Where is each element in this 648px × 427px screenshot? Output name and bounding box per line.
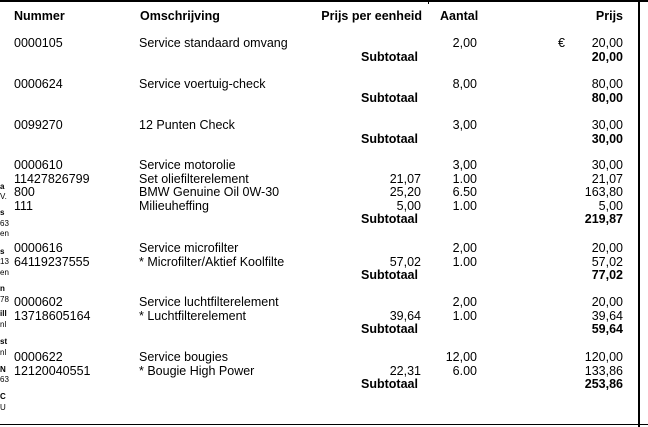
cell-aantal: 3,00	[452, 118, 477, 132]
cell-aantal: 1.00	[452, 171, 477, 186]
margin-fragment: nl	[0, 320, 7, 329]
subtotal-value: 59,64	[591, 322, 623, 337]
cell-aantal: 2,00	[452, 295, 477, 309]
cell-prijs: 39,64	[591, 308, 623, 323]
cell-omschrijving: Milieuheffing	[139, 198, 209, 213]
cell-prijs: 21,07	[591, 171, 623, 186]
subtotal-label: Subtotaal	[361, 131, 418, 146]
header-nummer: Nummer	[14, 9, 65, 23]
cell-nummer: 13718605164	[14, 308, 91, 323]
cell-aantal: 3,00	[452, 158, 477, 172]
cell-prijs-per-eenheid: 39,64	[389, 308, 421, 323]
margin-fragment: 63	[0, 219, 9, 228]
cell-omschrijving: Service standaard omvang	[139, 36, 288, 50]
subtotal-label: Subtotaal	[361, 49, 418, 64]
cell-aantal: 8,00	[452, 77, 477, 91]
margin-fragment: U	[0, 403, 6, 412]
cell-nummer: 0099270	[14, 118, 63, 132]
cell-omschrijving: Service microfilter	[139, 241, 239, 255]
cell-prijs: 20,00	[591, 36, 623, 50]
margin-fragment: 78	[0, 295, 9, 304]
cell-aantal: 2,00	[452, 36, 477, 50]
cell-aantal: 6.50	[452, 185, 477, 200]
cell-omschrijving: Service motorolie	[139, 158, 236, 172]
cell-prijs-per-eenheid: 5,00	[396, 198, 421, 213]
cell-prijs: 20,00	[591, 241, 623, 255]
cell-prijs-per-eenheid: 21,07	[389, 171, 421, 186]
subtotal-value: 20,00	[591, 49, 623, 64]
bottom-border-line	[0, 424, 648, 425]
right-border-line	[638, 0, 640, 427]
margin-fragment: N	[0, 365, 6, 374]
cell-prijs: 30,00	[591, 158, 623, 172]
cell-omschrijving: * Bougie High Power	[139, 363, 255, 378]
cell-aantal: 12,00	[445, 350, 477, 364]
cell-prijs: 5,00	[598, 198, 623, 213]
subtotal-value: 219,87	[584, 212, 623, 227]
cell-aantal: 6.00	[452, 363, 477, 378]
subtotal-value: 80,00	[591, 90, 623, 105]
cell-omschrijving: Service luchtfilterelement	[139, 295, 279, 309]
cell-nummer: 0000624	[14, 77, 63, 91]
margin-fragment: a	[0, 182, 5, 191]
cell-nummer: 111	[14, 198, 34, 213]
cell-aantal: 2,00	[452, 241, 477, 255]
cell-nummer: 12120040551	[14, 363, 91, 378]
cell-nummer: 11427826799	[14, 171, 90, 186]
subtotal-value: 77,02	[591, 268, 623, 283]
cell-prijs: 133,86	[584, 363, 623, 378]
cell-aantal: 1.00	[452, 198, 477, 213]
header-prijs-per-eenheid: Prijs per eenheid	[321, 9, 422, 23]
subtotal-label: Subtotaal	[361, 377, 418, 392]
cell-aantal: 1.00	[452, 254, 477, 269]
margin-fragment: ill	[0, 309, 7, 318]
cell-omschrijving: 12 Punten Check	[139, 118, 235, 132]
margin-fragment: nl	[0, 348, 7, 357]
margin-fragment: V.	[0, 192, 7, 201]
margin-fragment: s	[0, 247, 5, 256]
cell-nummer: 64119237555	[14, 254, 90, 269]
cell-prijs: 163,80	[584, 185, 623, 200]
cell-omschrijving: * Luchtfilterelement	[139, 308, 247, 323]
cell-nummer: 800	[14, 185, 35, 200]
cell-prijs: 20,00	[591, 295, 623, 309]
margin-fragment: s	[0, 208, 5, 217]
header-prijs: Prijs	[595, 9, 623, 23]
cell-nummer: 0000105	[14, 36, 63, 50]
cell-omschrijving: Service voertuig-check	[139, 77, 266, 91]
cell-aantal: 1.00	[452, 308, 477, 323]
header-omschrijving: Omschrijving	[140, 9, 220, 23]
subtotal-value: 253,86	[584, 377, 623, 392]
header-divider	[428, 0, 429, 4]
cell-omschrijving: * Microfilter/Aktief Koolfilte	[139, 254, 285, 269]
margin-fragment: st	[0, 337, 8, 346]
subtotal-label: Subtotaal	[361, 90, 418, 105]
subtotal-label: Subtotaal	[361, 322, 418, 337]
margin-fragment: en	[0, 268, 9, 277]
cell-prijs-per-eenheid: 57,02	[389, 254, 421, 269]
cell-prijs: 80,00	[591, 77, 623, 91]
cell-omschrijving: Set oliefilterelement	[139, 171, 249, 186]
subtotal-label: Subtotaal	[361, 268, 418, 283]
cell-prijs: 30,00	[591, 118, 623, 132]
cell-nummer: 0000610	[14, 158, 63, 172]
cell-nummer: 0000622	[14, 350, 63, 364]
header-aantal: Aantal	[440, 9, 479, 23]
margin-fragment: C	[0, 392, 6, 401]
cell-prijs-per-eenheid: 25,20	[389, 185, 421, 200]
subtotal-label: Subtotaal	[361, 212, 418, 227]
cell-prijs-per-eenheid: 22,31	[389, 363, 421, 378]
cell-prijs: 120,00	[584, 350, 623, 364]
cell-omschrijving: Service bougies	[139, 350, 228, 364]
cell-prijs: 57,02	[591, 254, 623, 269]
cell-nummer: 0000602	[14, 295, 63, 309]
top-border-line	[0, 0, 648, 2]
margin-fragment: en	[0, 229, 9, 238]
cell-nummer: 0000616	[14, 241, 63, 255]
subtotal-value: 30,00	[591, 131, 623, 146]
margin-fragment: 63	[0, 375, 9, 384]
margin-fragment: 13	[0, 257, 9, 266]
cell-omschrijving: BMW Genuine Oil 0W-30	[139, 185, 280, 200]
currency-symbol: €	[558, 36, 565, 50]
margin-fragment: n	[0, 284, 5, 293]
